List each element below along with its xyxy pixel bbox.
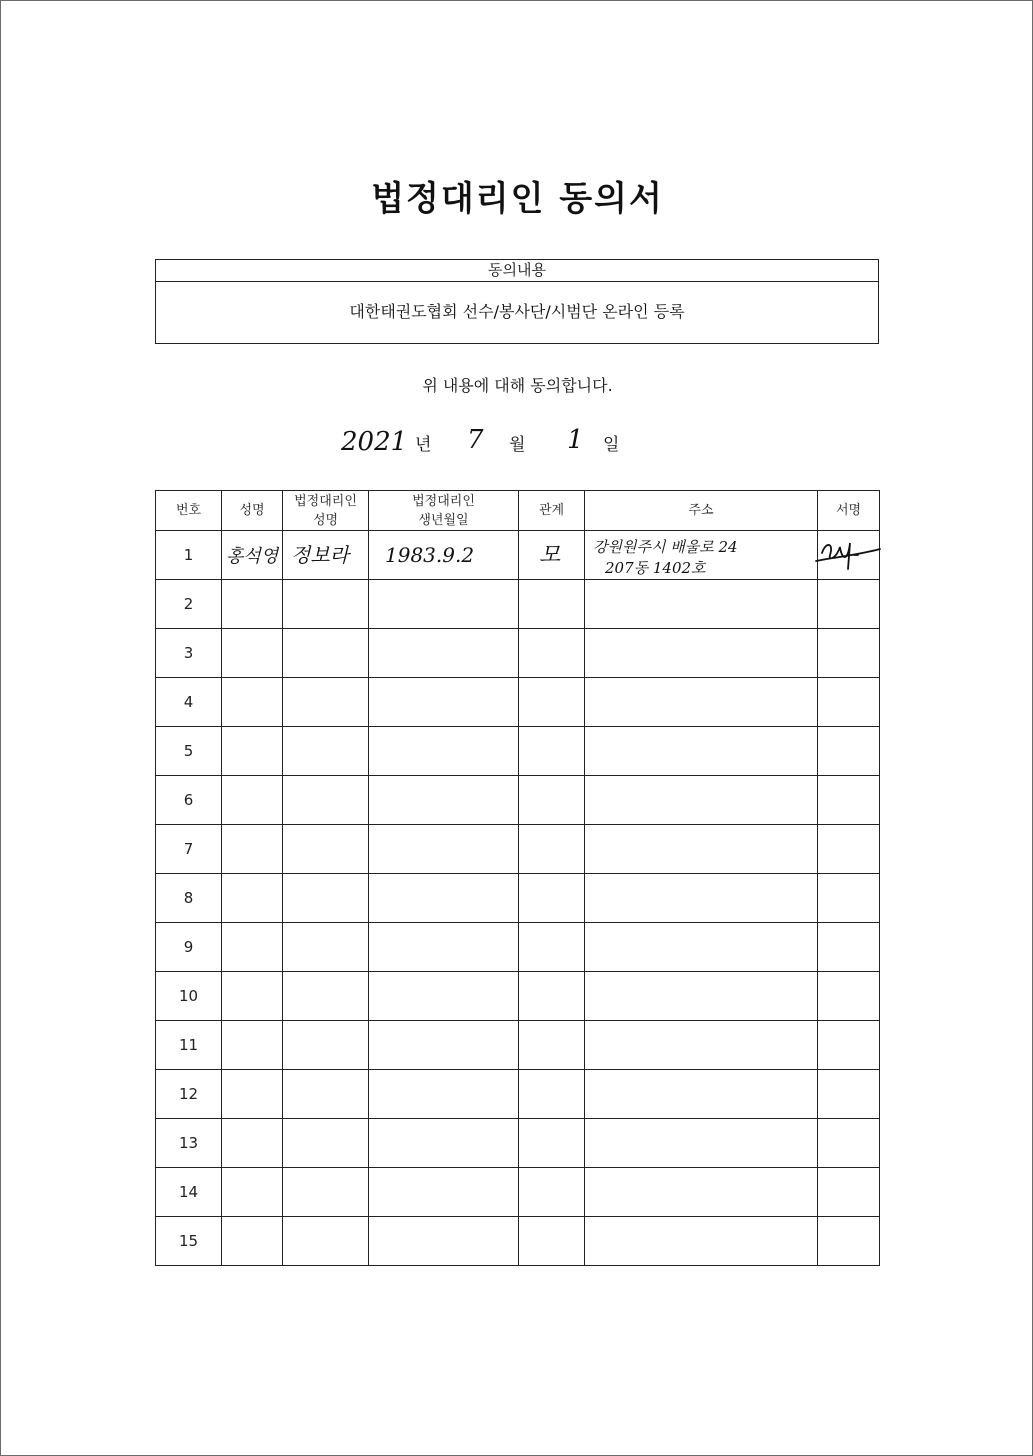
- table-cell: [369, 727, 519, 776]
- row-number: 9: [156, 923, 222, 972]
- table-cell: [818, 727, 880, 776]
- table-cell: [519, 727, 585, 776]
- row-number: 4: [156, 678, 222, 727]
- svg-text:207동 1402호: 207동 1402호: [605, 559, 706, 577]
- table-cell: [369, 874, 519, 923]
- table-cell: [283, 1119, 369, 1168]
- table-cell: [222, 1021, 283, 1070]
- table-cell: [283, 923, 369, 972]
- handwritten-guardian-name: [283, 531, 369, 580]
- table-cell: [369, 923, 519, 972]
- row-number: 11: [156, 1021, 222, 1070]
- row-number: 2: [156, 580, 222, 629]
- header-address: 주소: [585, 491, 818, 531]
- table-cell: [818, 825, 880, 874]
- table-cell: [369, 1168, 519, 1217]
- row-number: 6: [156, 776, 222, 825]
- table-cell: [369, 629, 519, 678]
- handwritten-signature: [818, 531, 880, 580]
- date-row: [1, 416, 1033, 466]
- table-cell: [222, 874, 283, 923]
- table-cell: [369, 972, 519, 1021]
- handwritten-guardian-birth: [369, 531, 519, 580]
- table-row: [156, 580, 880, 629]
- document-title: 법정대리인 동의서: [371, 179, 664, 219]
- header-guardian-name-line2: 성명: [312, 512, 339, 528]
- table-cell: [519, 1119, 585, 1168]
- header-guardian-name: [283, 491, 369, 531]
- table-cell: [585, 923, 818, 972]
- header-guardian-birth-line2: 생년월일: [418, 512, 469, 528]
- table-cell: [283, 1070, 369, 1119]
- header-guardian-birth: [369, 491, 519, 531]
- table-header-row: [156, 491, 880, 531]
- table-row: [156, 923, 880, 972]
- row-number: 3: [156, 629, 222, 678]
- table-cell: [222, 1119, 283, 1168]
- table-cell: [222, 776, 283, 825]
- row-number: 10: [156, 972, 222, 1021]
- table-row: [156, 972, 880, 1021]
- table-cell: [585, 678, 818, 727]
- table-row: [156, 776, 880, 825]
- table-cell: [818, 580, 880, 629]
- table-cell: [369, 1217, 519, 1266]
- table-row: [156, 874, 880, 923]
- handwritten-month: [463, 420, 493, 460]
- table-cell: [283, 727, 369, 776]
- table-cell: [369, 776, 519, 825]
- table-cell: [222, 1070, 283, 1119]
- row-number: 7: [156, 825, 222, 874]
- guardian-consent-table: [155, 490, 880, 1266]
- table-cell: [818, 1021, 880, 1070]
- table-row: [156, 629, 880, 678]
- table-cell: [283, 1021, 369, 1070]
- table-cell: [283, 825, 369, 874]
- table-cell: [519, 874, 585, 923]
- table-row: [156, 678, 880, 727]
- table-cell: [222, 972, 283, 1021]
- table-cell: [818, 1070, 880, 1119]
- table-cell: [585, 1070, 818, 1119]
- table-cell: [369, 580, 519, 629]
- table-cell: [585, 580, 818, 629]
- row-number: 12: [156, 1070, 222, 1119]
- table-cell: [818, 1217, 880, 1266]
- row-number: 15: [156, 1217, 222, 1266]
- svg-text:강원원주시 배울로 24: 강원원주시 배울로 24: [593, 538, 738, 556]
- table-cell: [283, 678, 369, 727]
- table-cell: [585, 1168, 818, 1217]
- table-cell: [818, 874, 880, 923]
- header-signature: 서명: [818, 491, 880, 531]
- table-cell: [585, 776, 818, 825]
- table-cell: [369, 678, 519, 727]
- handwritten-name: [222, 531, 283, 580]
- svg-text:홍석영: 홍석영: [226, 546, 279, 567]
- table-cell: [585, 972, 818, 1021]
- table-cell: [222, 678, 283, 727]
- table-cell: [818, 972, 880, 1021]
- table-cell: [818, 629, 880, 678]
- svg-text:모: 모: [539, 543, 561, 568]
- table-cell: [818, 678, 880, 727]
- table-cell: [818, 1119, 880, 1168]
- table-cell: [222, 1217, 283, 1266]
- table-cell: [369, 1070, 519, 1119]
- table-cell: [519, 1217, 585, 1266]
- table-row: [156, 1070, 880, 1119]
- table-cell: [519, 580, 585, 629]
- row-number: 1: [156, 531, 222, 580]
- consent-header: 동의내용: [156, 260, 878, 282]
- table-cell: [222, 1168, 283, 1217]
- svg-text:1: 1: [567, 425, 584, 455]
- table-cell: [222, 629, 283, 678]
- table-cell: [283, 1168, 369, 1217]
- table-cell: [585, 1021, 818, 1070]
- table-cell: [222, 580, 283, 629]
- table-cell: [585, 727, 818, 776]
- table-cell: [283, 1217, 369, 1266]
- table-cell: [818, 923, 880, 972]
- month-label: 월: [509, 435, 526, 455]
- table-row: [156, 1119, 880, 1168]
- table-row: [156, 1217, 880, 1266]
- handwritten-day: [563, 420, 593, 460]
- table-cell: [818, 776, 880, 825]
- table-row: [156, 825, 880, 874]
- handwritten-year: [339, 420, 409, 460]
- table-cell: [283, 580, 369, 629]
- header-relation: 관계: [519, 491, 585, 531]
- header-name: 성명: [222, 491, 283, 531]
- consent-content: 대한태권도협회 선수/봉사단/시범단 온라인 등록: [349, 302, 685, 321]
- table-cell: [519, 972, 585, 1021]
- table-cell: [519, 1070, 585, 1119]
- table-row: [156, 727, 880, 776]
- table-cell: [369, 1021, 519, 1070]
- table-cell: [519, 629, 585, 678]
- row-number: 8: [156, 874, 222, 923]
- svg-text:2021: 2021: [341, 427, 408, 457]
- row-number: 5: [156, 727, 222, 776]
- svg-text:1983.9.2: 1983.9.2: [385, 543, 475, 567]
- table-cell: [283, 776, 369, 825]
- svg-text:정보라: 정보라: [291, 543, 349, 567]
- table-cell: [585, 874, 818, 923]
- header-guardian-name-line1: 법정대리인: [294, 493, 357, 509]
- svg-text:7: 7: [467, 425, 484, 455]
- table-cell: [519, 1021, 585, 1070]
- table-row: [156, 1168, 880, 1217]
- table-row: [156, 1021, 880, 1070]
- table-cell: [222, 923, 283, 972]
- table-cell: [283, 874, 369, 923]
- row-number: 14: [156, 1168, 222, 1217]
- handwritten-relation: [519, 531, 585, 580]
- agreement-statement: 위 내용에 대해 동의합니다.: [422, 376, 613, 395]
- table-cell: [585, 825, 818, 874]
- table-cell: [519, 825, 585, 874]
- table-cell: [519, 923, 585, 972]
- table-cell: [283, 629, 369, 678]
- year-label: 년: [415, 435, 432, 455]
- table-row: [156, 531, 880, 580]
- table-cell: [585, 1119, 818, 1168]
- table-cell: [818, 1168, 880, 1217]
- row-number: 13: [156, 1119, 222, 1168]
- table-cell: [519, 776, 585, 825]
- table-cell: [222, 825, 283, 874]
- table-cell: [283, 972, 369, 1021]
- header-guardian-birth-line1: 법정대리인: [412, 493, 475, 509]
- table-cell: [519, 678, 585, 727]
- table-cell: [369, 825, 519, 874]
- table-cell: [585, 629, 818, 678]
- table-cell: [585, 1217, 818, 1266]
- table-cell: [222, 727, 283, 776]
- table-cell: [369, 1119, 519, 1168]
- handwritten-address: [585, 531, 818, 580]
- day-label: 일: [603, 435, 620, 455]
- header-no: 번호: [156, 491, 222, 531]
- consent-box: [155, 259, 879, 344]
- table-cell: [519, 1168, 585, 1217]
